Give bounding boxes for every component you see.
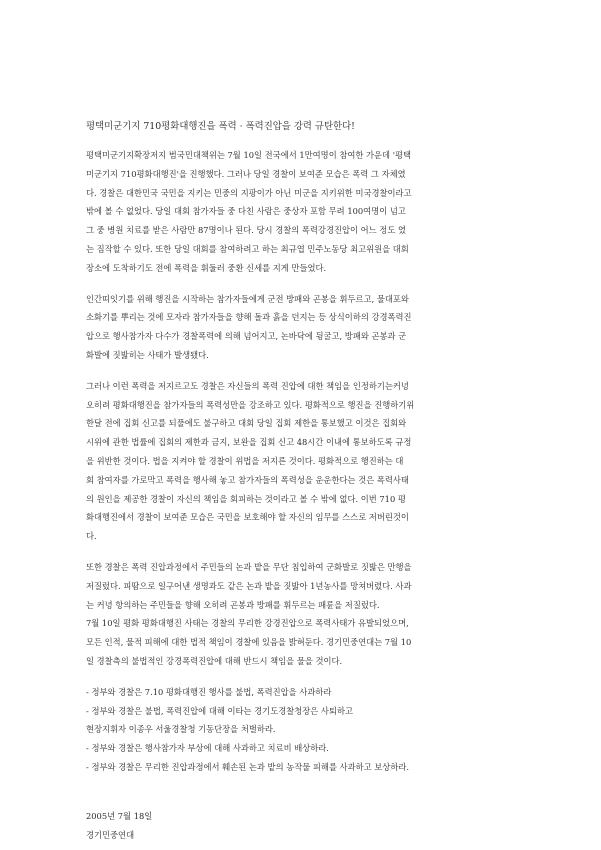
demand-item: - 정부와 경찰은 불법, 폭력진압에 대해 이타는 경기도경찰청장은 사퇴하고 xyxy=(86,705,353,716)
paragraph-line: 그 중 병원 치료를 받은 사람만 87명이나 된다. 당시 경찰의 폭력강경진압이 어느 정도 였 xyxy=(86,225,406,236)
paragraph-line: 모든 인적, 물적 피해에 대한 법적 책임이 경찰에 있음을 밝혀둔다. 경기민중연대는 7월 10 xyxy=(86,637,412,648)
issue-date: 2005년 7월 18일 xyxy=(86,810,153,821)
paragraph-line: 을 위반한 것이다. 법을 지켜야 할 경찰이 위법을 저지른 것이다. 평화적으로 행진하는 대 xyxy=(86,455,404,466)
paragraph-line: 시위에 관한 법률에 집회의 제한과 금지, 보완을 집회 신고 48시간 이내에 통보하도록 규정 xyxy=(86,437,412,448)
paragraph-line: 소화기를 뿌리는 것에 모자라 참가자들을 향해 돌과 흙을 던지는 등 상식이하의 강경폭력진 xyxy=(86,312,412,323)
demand-item: 현장지휘자 이종우 서울경찰청 기동단장을 처벌하라. xyxy=(86,724,276,735)
paragraph-1 xyxy=(86,146,518,278)
paragraph-line: 화발에 짓밟히는 사태가 발생됐다. xyxy=(86,349,209,360)
paragraph-4 xyxy=(86,558,518,671)
paragraph-line: 또한 경찰은 폭력 진압과정에서 주민들의 논과 밭을 무단 침입하여 군화발로 짓밟은 만행을 xyxy=(86,561,412,572)
document-footer xyxy=(86,807,518,845)
demand-item: - 정부와 경찰은 행사참가자 부상에 대해 사과하고 치료비 배상하라. xyxy=(86,743,329,754)
paragraph-line: 일 경찰측의 불법적인 강경폭력진압에 대해 반드시 책임을 물을 것이다. xyxy=(86,655,343,666)
paragraph-line: 는 커녕 항의하는 주민들을 향해 오히려 곤봉과 방패를 휘두르는 패륜을 저질렀다. xyxy=(86,599,380,610)
demand-item: - 정부와 경찰은 7.10 평화대행진 행사를 불법, 폭력진압을 사과하라 xyxy=(86,686,332,697)
paragraph-line: 압으로 행사참가자 다수가 경찰폭력에 의해 넘어지고, 논바닥에 뒹굴고, 방패와 곤봉과 군 xyxy=(86,331,407,342)
paragraph-line: 저질렀다. 피땀으로 일구어낸 생명과도 같은 논과 밭을 짓밟아 1년농사를 망쳐버렸다. 사과 xyxy=(86,580,412,591)
paragraph-line: 미군기지 710평화대행진'을 진행했다. 그러나 당일 경찰이 보여준 모습은 폭력 그 자체였 xyxy=(86,168,406,179)
paragraph-3 xyxy=(86,377,518,546)
paragraph-line: 한달 전에 집회 신고를 되풀에도 불구하고 대회 당일 집회 제한을 통보했고 이것은 집회와 xyxy=(86,418,407,429)
paragraph-line: 장소에 도착하기도 전에 폭력을 휘둘러 중환 신세를 지게 만들었다. xyxy=(86,262,327,273)
paragraph-line: 그러나 이런 폭력을 저지르고도 경찰은 자신들의 폭력 진압에 대한 책임을 인정하기는커녕 xyxy=(86,380,409,391)
paragraph-line: 평택미군기지확장저지 범국민대책위는 7월 10일 전국에서 1만여명이 참여한 가운데 '평택 xyxy=(86,150,412,160)
paragraph-line: 화대행진에서 경찰이 보여준 모습은 국민을 보호해야 할 자신의 임무를 스스로 저버린것이 xyxy=(86,512,409,523)
paragraph-line: 인간띠잇기를 위해 행진을 시작하는 참가자들에게 군전 방패와 곤봉을 휘두르고, 물대포와 xyxy=(86,293,409,304)
demand-item: - 정부와 경찰은 무리한 진압과정에서 훼손된 논과 밭의 농작물 피해를 사과하고 보상하라. xyxy=(86,761,409,772)
paragraph-line: 밖에 볼 수 없었다. 당일 대회 참가자들 중 다친 사람은 중상자 포함 무려 100여명이 넘고 xyxy=(86,206,406,217)
paragraph-line: 는 짐작할 수 있다. 또한 당일 대회를 참여하려고 하는 최규엽 민주노동당 최고위원을 대회 xyxy=(86,243,409,254)
document-page xyxy=(86,120,518,844)
paragraph-line: 의 원인을 제공한 경찰이 자신의 책임을 회피하는 것이라고 볼 수 밖에 없다. 이번 710 평 xyxy=(86,493,406,504)
paragraph-line: 오히려 평화대행진을 참가자들의 폭력성만을 강조하고 있다. 평화적으로 행진을 진행하기위 xyxy=(86,399,415,410)
paragraph-line: 7월 10일 평화 평화대행진 사태는 경찰의 무리한 강경진압으로 폭력사태가 유발되었으며, xyxy=(86,618,409,629)
issuing-organization: 경기민중연대 xyxy=(86,829,135,840)
document-title: 평택미군기지 710평화대행진을 폭력 · 폭력진압을 강력 규탄한다! xyxy=(86,121,355,132)
paragraph-2 xyxy=(86,290,518,365)
paragraph-line: 다. 경찰은 대한민국 국민을 지키는 민중의 지팡이가 아닌 미군을 지키위한 미국경찰이라고 xyxy=(86,187,412,198)
paragraph-line: 다. xyxy=(86,531,97,542)
demands-list xyxy=(86,683,518,777)
paragraph-line: 회 참여자를 가로막고 폭력을 행사해 놓고 참가자들의 폭력성을 운운한다는 것은 폭력사태 xyxy=(86,474,409,485)
